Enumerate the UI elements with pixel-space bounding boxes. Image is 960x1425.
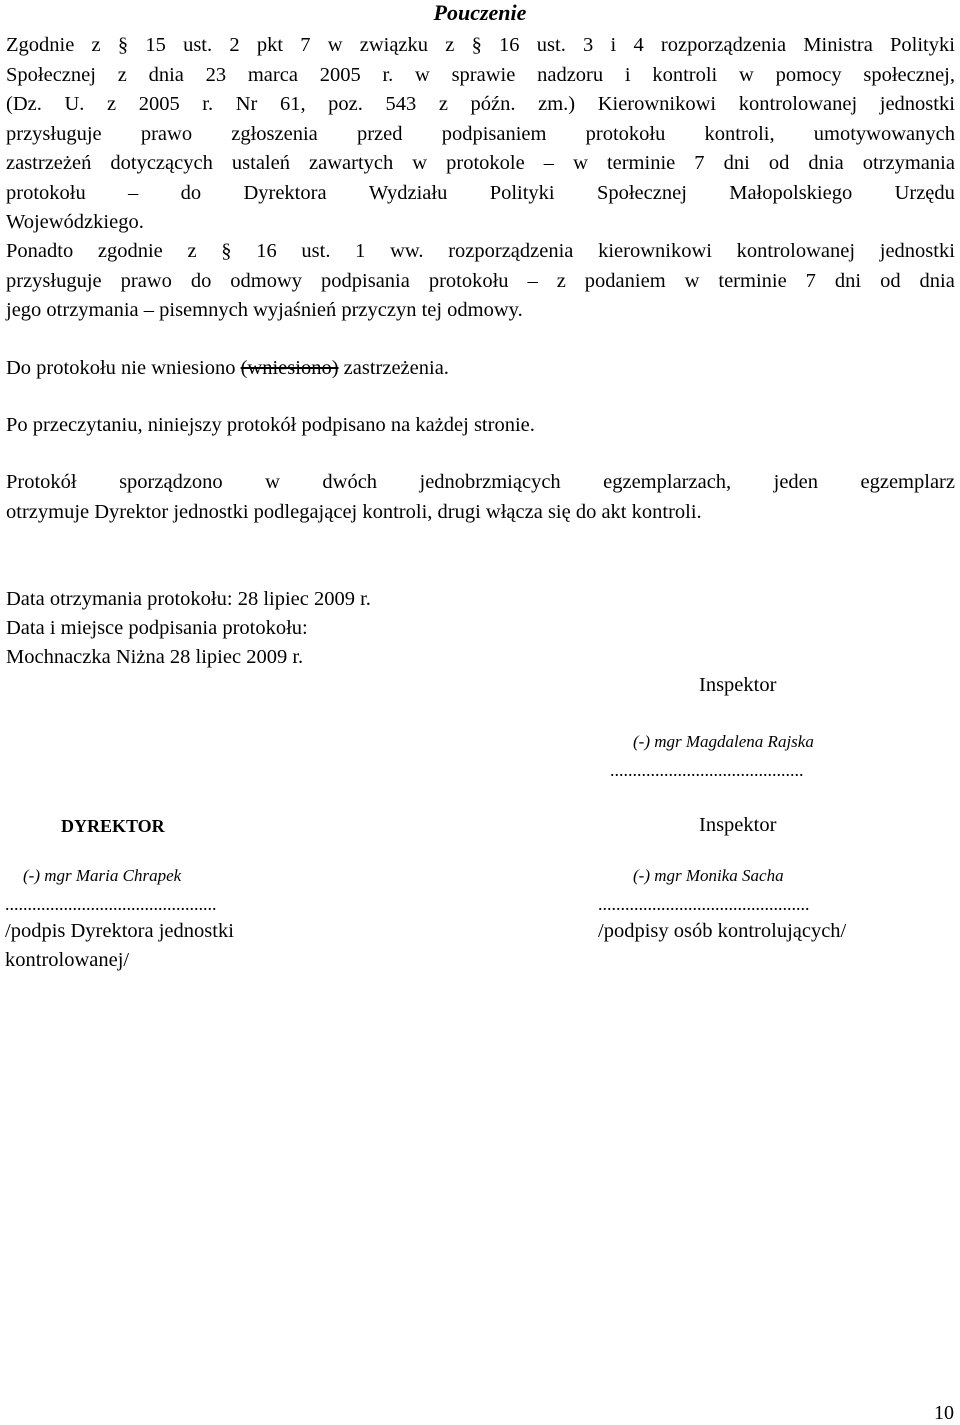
inspectors-caption: /podpisy osób kontrolujących/ xyxy=(598,920,847,942)
inspector1-title: Inspektor xyxy=(699,674,777,696)
word: 16 xyxy=(499,34,520,56)
word: rozporządzenia xyxy=(448,240,574,262)
date-signed-place: Mochnaczka Niżna 28 lipiec 2009 r. xyxy=(6,646,304,668)
word: Małopolskiego xyxy=(729,181,853,204)
word: z xyxy=(117,63,127,86)
word: egzemplarz xyxy=(860,471,955,493)
word: Wydziału xyxy=(368,181,448,204)
word: zastrzeżeń xyxy=(6,152,92,174)
word: terminie xyxy=(606,152,676,174)
word: nadzoru xyxy=(537,63,604,86)
word: ust. xyxy=(536,34,566,56)
word: jednostki xyxy=(879,240,955,262)
word: podpisania xyxy=(321,269,410,292)
word: i xyxy=(610,34,617,56)
word: Polityki xyxy=(489,181,555,204)
word: ust. xyxy=(183,34,213,56)
word: w xyxy=(327,34,343,56)
objections-text-before: Do protokołu nie wniesiono xyxy=(6,357,241,379)
word: z xyxy=(91,34,101,56)
word: późn. xyxy=(470,93,516,115)
text-line xyxy=(6,120,955,150)
text-line: otrzymuje Dyrektor jednostki podlegającej kontroli, drugi włącza się do akt kontroli. xyxy=(6,500,702,523)
word: ust. xyxy=(301,240,331,262)
word: r. xyxy=(202,93,214,115)
word: jednobrzmiących xyxy=(419,471,561,493)
word: kontroli xyxy=(652,63,718,86)
text-line xyxy=(6,90,955,120)
word: jeden xyxy=(773,471,819,493)
signed-note: Po przeczytaniu, niniejszy protokół podpisano na każdej stronie. xyxy=(6,414,535,436)
word: przed xyxy=(356,122,403,145)
word: 7 xyxy=(805,269,816,292)
word: w xyxy=(265,471,280,493)
word: pkt xyxy=(256,34,284,56)
word: 7 xyxy=(300,34,311,56)
word: Kierownikowi xyxy=(597,93,717,115)
word: Ponadto xyxy=(6,240,74,262)
word: § xyxy=(117,34,129,56)
word: od xyxy=(768,152,790,174)
inspector1-name: (-) mgr Magdalena Rajska xyxy=(633,732,814,751)
word: pomocy xyxy=(775,63,842,86)
objections-text-after: zastrzeżenia. xyxy=(338,357,449,379)
word: Urzędu xyxy=(894,181,955,204)
page-number: 10 xyxy=(934,1402,954,1424)
word: Polityki xyxy=(890,34,955,56)
paragraph-legal-basis xyxy=(6,31,955,238)
page-title: Pouczenie xyxy=(433,0,527,25)
word: 2005 xyxy=(138,93,180,115)
word: (Dz. xyxy=(6,93,42,115)
word: egzemplarzach, xyxy=(603,471,732,493)
word: r. xyxy=(382,63,394,86)
word: dni xyxy=(834,269,862,292)
word: kierownikowi xyxy=(598,240,712,262)
word: sporządzono xyxy=(119,471,223,493)
word: poz. xyxy=(328,93,363,115)
director-title: DYREKTOR xyxy=(61,816,165,836)
text-line: jego otrzymania – pisemnych wyjaśnień przyczyn tej odmowy. xyxy=(6,299,523,321)
text-line: Wojewódzkiego. xyxy=(6,211,144,233)
word: otrzymania xyxy=(862,152,955,174)
director-caption-continued: kontrolowanej/ xyxy=(5,949,130,971)
word: Ministra xyxy=(803,34,873,56)
word: protokołu xyxy=(428,269,509,292)
word: z xyxy=(187,240,197,262)
text-line xyxy=(6,237,955,267)
word: protokole xyxy=(446,152,525,174)
word: protokołu xyxy=(585,122,666,145)
word: – xyxy=(128,181,139,204)
word: w xyxy=(412,152,428,174)
word: społecznej, xyxy=(863,63,955,86)
word: przysługuje xyxy=(6,122,102,145)
word: 15 xyxy=(145,34,166,56)
word: 2 xyxy=(229,34,240,56)
text-line xyxy=(6,179,955,209)
text-line xyxy=(6,31,955,61)
word: ustaleń xyxy=(231,152,290,174)
word: 23 xyxy=(205,63,227,86)
word: 1 xyxy=(355,240,366,262)
director-caption: /podpis Dyrektora jednostki xyxy=(5,920,234,942)
paragraph-copies xyxy=(6,468,955,527)
word: odmowy xyxy=(230,269,303,292)
date-signed-label: Data i miejsce podpisania protokołu: xyxy=(6,617,308,639)
inspector1-signature-line: ........................................... xyxy=(610,760,804,780)
word: – xyxy=(527,269,538,292)
word: rozporządzenia xyxy=(660,34,787,56)
word: z xyxy=(556,269,566,292)
word: 61, xyxy=(279,93,306,115)
word: Zgodnie xyxy=(6,34,75,56)
text-line xyxy=(6,267,955,297)
word: do xyxy=(190,269,212,292)
word: dni xyxy=(723,152,750,174)
word: terminie xyxy=(718,269,787,292)
word: dnia xyxy=(148,63,184,86)
word: 16 xyxy=(256,240,277,262)
word: 3 xyxy=(583,34,594,56)
word: 543 xyxy=(385,93,417,115)
word: zgłoszenia xyxy=(231,122,318,145)
inspector2-title: Inspektor xyxy=(699,814,777,836)
word: przysługuje xyxy=(6,269,102,292)
word: do xyxy=(180,181,202,204)
word: dwóch xyxy=(322,471,378,493)
director-name: (-) mgr Maria Chrapek xyxy=(23,866,182,885)
word: w xyxy=(415,63,430,86)
word: z xyxy=(445,34,455,56)
word: kontrolowanej xyxy=(738,93,858,115)
word: podaniem xyxy=(584,269,666,292)
word: od xyxy=(880,269,901,292)
paragraph-refusal-right xyxy=(6,237,955,326)
word: § xyxy=(471,34,482,56)
word: w xyxy=(684,269,700,292)
word: zgodnie xyxy=(97,240,163,262)
word: Dyrektora xyxy=(243,181,327,204)
word: kontroli, xyxy=(704,122,775,145)
word: – xyxy=(543,152,555,174)
word: umotywowanych xyxy=(813,122,955,145)
objections-statement xyxy=(6,354,449,382)
text-line xyxy=(6,61,955,91)
word: Protokół xyxy=(6,471,77,493)
word: zawartych xyxy=(309,152,394,174)
word: zm.) xyxy=(538,93,576,115)
word: 7 xyxy=(694,152,705,174)
word: sprawie xyxy=(451,63,516,86)
word: ww. xyxy=(390,240,424,262)
word: dotyczących xyxy=(110,152,213,174)
word: z xyxy=(438,93,448,115)
director-signature-line: ............................................... xyxy=(5,894,217,914)
word: z xyxy=(106,93,117,115)
word: protokołu xyxy=(6,181,86,204)
objections-struck-text: (wniesiono) xyxy=(240,357,339,379)
word: dnia xyxy=(808,152,844,174)
word: kontrolowanej xyxy=(736,240,856,262)
word: Nr xyxy=(235,93,258,115)
word: 4 xyxy=(633,34,644,56)
word: związku xyxy=(359,34,429,56)
word: Społecznej xyxy=(6,63,96,86)
word: w xyxy=(739,63,754,86)
date-received: Data otrzymania protokołu: 28 lipiec 2009 r. xyxy=(6,588,371,610)
word: prawo xyxy=(120,269,172,292)
word: dnia xyxy=(919,269,955,292)
word: i xyxy=(624,63,631,86)
word: 2005 xyxy=(319,63,361,86)
word: Społecznej xyxy=(596,181,687,204)
inspector2-signature-line: ............................................... xyxy=(598,894,810,914)
word: marca xyxy=(247,63,298,86)
text-line xyxy=(6,468,955,498)
inspector2-name: (-) mgr Monika Sacha xyxy=(633,866,784,885)
word: prawo xyxy=(140,122,193,145)
word: podpisaniem xyxy=(441,122,547,145)
text-line xyxy=(6,149,955,179)
word: § xyxy=(221,240,232,262)
word: jednostki xyxy=(879,93,955,115)
word: U. xyxy=(64,93,85,115)
word: w xyxy=(573,152,588,174)
